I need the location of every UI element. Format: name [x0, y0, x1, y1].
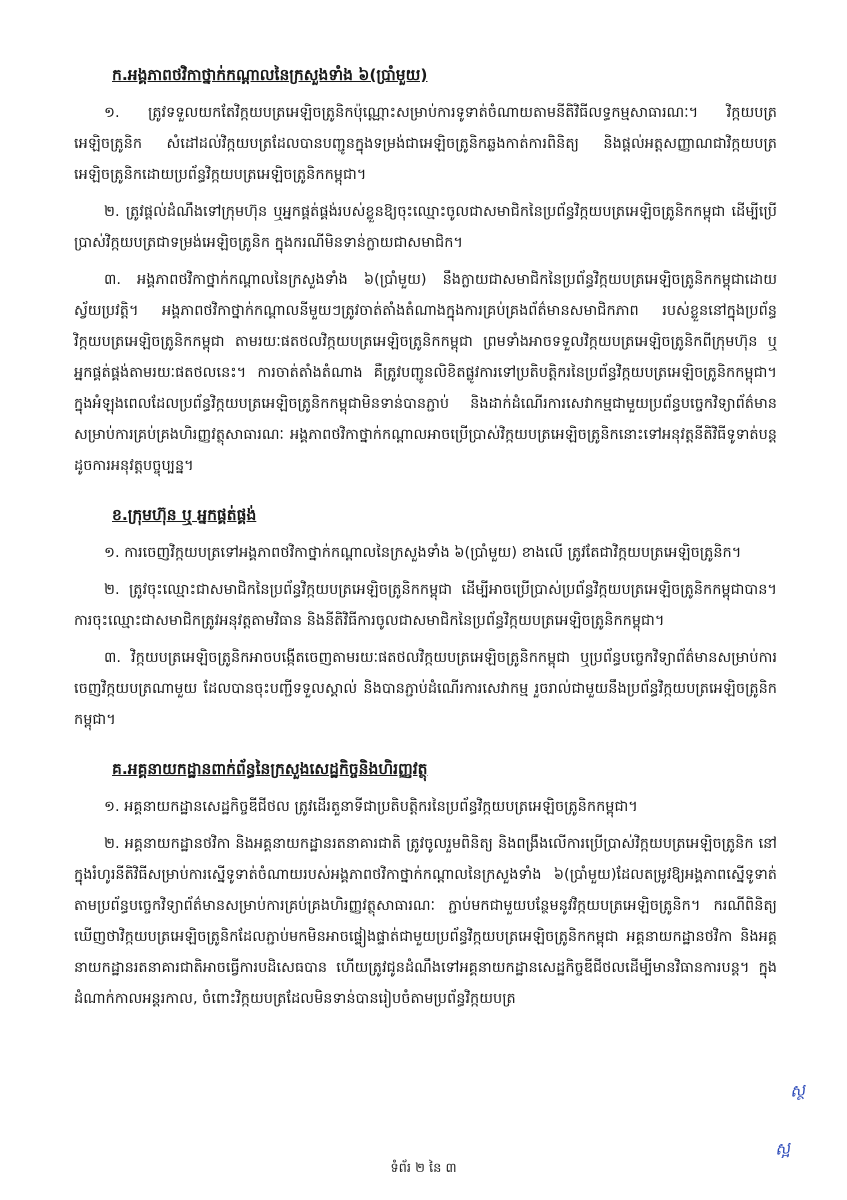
- paragraph: ៣. វិក្កយបត្រអេឡិចត្រូនិកអាចបង្កើតចេញតាមរយៈផតថលវិក្កយបត្រអេឡិចត្រូនិកកម្ពុជា ឬប្រព័ន្ធបច្ចេកវិទ្យាព័ត៌មានសម្រាប់ការចេញវិក្កយបត្រណាមួយ ដែលបានចុះបញ្ជីទទួលស្គាល់ និងបានភ្ជាប់ដំណើរការសេវាកម្ម រួចរាល់ជាមួយនឹងប្រព័ន្ធវិក្កយបត្រអេឡិចត្រូនិកកម្ពុជា។: [74, 650, 777, 728]
- section-title: គ.អគ្គនាយកដ្ឋានពាក់ព័ន្ធនៃក្រសួងសេដ្ឋកិច្ចនិងហិរញ្ញវត្ថុ: [112, 760, 428, 778]
- paragraph: ១. ការចេញវិក្កយបត្រទៅអង្គភាពថវិកាថ្នាក់កណ្តាលនៃក្រសួងទាំង ៦(ប្រាំមួយ) ខាងលើ ត្រូវតែជាវិក្កយបត្រអេឡិចត្រូនិក។: [104, 545, 742, 561]
- paragraph: ៣. អង្គភាពថវិកាថ្នាក់កណ្តាលនៃក្រសួងទាំង ៦(ប្រាំមួយ) នឹងក្លាយជាសមាជិកនៃប្រព័ន្ធវិក្កយបត្រអេឡិចត្រូនិកកម្ពុជាដោយស្វ័យប្រវត្តិ។ អង្គភាពថវិកាថ្នាក់កណ្តាលនីមួយៗត្រូវចាត់តាំងតំណាងក្នុងការគ្រប់គ្រងព័ត៌មានសមាជិកភាព របស់ខ្លួននៅក្នុងប្រព័ន្ធវិក្កយបត្រអេឡិចត្រូនិកកម្ពុជា តាមរយៈផតថលវិក្កយបត្រអេឡិចត្រូនិកកម្ពុជា ព្រមទាំងអាចទទួលវិក្កយបត្រអេឡិចត្រូនិកពីក្រុមហ៊ុន ឬអ្នកផ្គត់ផ្គង់តាមរយៈផតថលនេះ។ ការចាត់តាំងតំណាង គឺត្រូវបញ្ជូនលិខិតផ្លូវការទៅប្រតិបត្តិករនៃប្រព័ន្ធវិក្កយបត្រអេឡិចត្រូនិកកម្ពុជា។ ក្នុងអំឡុងពេលដែលប្រព័ន្ធវិក្កយបត្រអេឡិចត្រូនិកកម្ពុជាមិនទាន់បានភ្ជាប់ និងដាក់ដំណើរការសេវាកម្មជាមួយប្រព័ន្ធបច្ចេកវិទ្យាព័ត៌មានសម្រាប់ការគ្រប់គ្រងហិរញ្ញវត្ថុសាធារណៈ អង្គភាពថវិកាថ្នាក់កណ្តាលអាចប្រើប្រាស់វិក្កយបត្រអេឡិចត្រូនិកនោះទៅអនុវត្តនីតិវិធីទូទាត់បន្តដូចការអនុវត្តបច្ចុប្បន្ន។: [74, 272, 777, 474]
- paragraph: ១. ត្រូវទទួលយកតែវិក្កយបត្រអេឡិចត្រូនិកប៉ុណ្ណោះសម្រាប់ការទូទាត់ចំណាយតាមនីតិវិធីលទ្ធកម្មសាធារណៈ។ វិក្កយបត្រអេឡិចត្រូនិក សំដៅដល់វិក្កយបត្រដែលបានបញ្ជូនក្នុងទម្រង់ជាអេឡិចត្រូនិកឆ្លងកាត់ការពិនិត្យ និងផ្តល់អត្តសញ្ញាណជាវិក្កយបត្រអេឡិចត្រូនិកដោយប្រព័ន្ធវិក្កយបត្រអេឡិចត្រូនិកកម្ពុជា។: [74, 105, 777, 183]
- section-title: ក.អង្គភាពថវិកាថ្នាក់កណ្តាលនៃក្រសួងទាំង ៦(ប្រាំមួយ): [112, 66, 428, 84]
- page-number: ទំព័រ ២ នៃ ៣: [390, 1161, 457, 1176]
- paragraph: ១. អគ្គនាយកដ្ឋានសេដ្ឋកិច្ចឌីជីថល ត្រូវដើរតួនាទីជាប្រតិបត្តិករនៃប្រព័ន្ធវិក្កយបត្រអេឡិចត្រូនិកកម្ពុជា។: [104, 799, 638, 815]
- handwritten-initials: ស្ថ: [788, 1080, 807, 1101]
- section-b: [74, 502, 777, 736]
- handwritten-initials: ស្អ: [773, 1138, 792, 1159]
- section-a: [74, 62, 777, 482]
- section-c: [74, 756, 777, 1015]
- paragraph: ២. អគ្គនាយកដ្ឋានថវិកា និងអគ្គនាយកដ្ឋានរតនាគារជាតិ ត្រូវចូលរួមពិនិត្យ និងពង្រឹងលើការប្រើប្រាស់វិក្កយបត្រអេឡិចត្រូនិក នៅក្នុងរំហូរនីតិវិធីសម្រាប់ការស្នើទូទាត់ចំណាយរបស់អង្គភាពថវិកាថ្នាក់កណ្តាលនៃក្រសួងទាំង ៦(ប្រាំមួយ)ដែលតម្រូវឱ្យអង្គភាពស្នើទូទាត់តាមប្រព័ន្ធបច្ចេកវិទ្យាព័ត៌មានសម្រាប់ការគ្រប់គ្រងហិរញ្ញវត្ថុសាធារណៈ ភ្ជាប់មកជាមួយបន្ថែមនូវវិក្កយបត្រអេឡិចត្រូនិក។ ករណីពិនិត្យឃើញថាវិក្កយបត្រអេឡិចត្រូនិកដែលភ្ជាប់មកមិនអាចផ្ទៀងផ្ទាត់ជាមួយប្រព័ន្ធវិក្កយបត្រអេឡិចត្រូនិកកម្ពុជា អគ្គនាយកដ្ឋានថវិកា និងអគ្គនាយកដ្ឋានរតនាគារជាតិអាចធ្វើការបដិសេធបាន ហើយត្រូវជូនដំណឹងទៅអគ្គនាយកដ្ឋានសេដ្ឋកិច្ចឌីជីថលដើម្បីមានវិធានការបន្ត។ ក្នុងដំណាក់កាលអន្តរកាល, ចំពោះវិក្កយបត្រដែលមិនទាន់បានរៀបចំតាមប្រព័ន្ធវិក្កយបត្រ: [74, 836, 777, 1007]
- paragraph: ២. ត្រូវចុះឈ្មោះជាសមាជិកនៃប្រព័ន្ធវិក្កយបត្រអេឡិចត្រូនិកកម្ពុជា ដើម្បីអាចប្រើប្រាស់ប្រព័ន្ធវិក្កយបត្រអេឡិចត្រូនិកកម្ពុជាបាន។ ការចុះឈ្មោះជាសមាជិកត្រូវអនុវត្តតាមវិធាន និងនីតិវិធីការចូលជាសមាជិកនៃប្រព័ន្ធវិក្កយបត្រអេឡិចត្រូនិកកម្ពុជា។: [74, 582, 777, 629]
- paragraph: ២. ត្រូវផ្តល់ដំណឹងទៅក្រុមហ៊ុន ឬអ្នកផ្គត់ផ្គង់របស់ខ្លួនឱ្យចុះឈ្មោះចូលជាសមាជិកនៃប្រព័ន្ធវិក្កយបត្រអេឡិចត្រូនិកកម្ពុជា ដើម្បីប្រើប្រាស់វិក្កយបត្រជាទម្រង់អេឡិចត្រូនិក ក្នុងករណីមិនទាន់ក្លាយជាសមាជិក។: [74, 204, 777, 251]
- section-title: ខ.ក្រុមហ៊ុន ឬ អ្នកផ្គត់ផ្គង់: [112, 506, 257, 524]
